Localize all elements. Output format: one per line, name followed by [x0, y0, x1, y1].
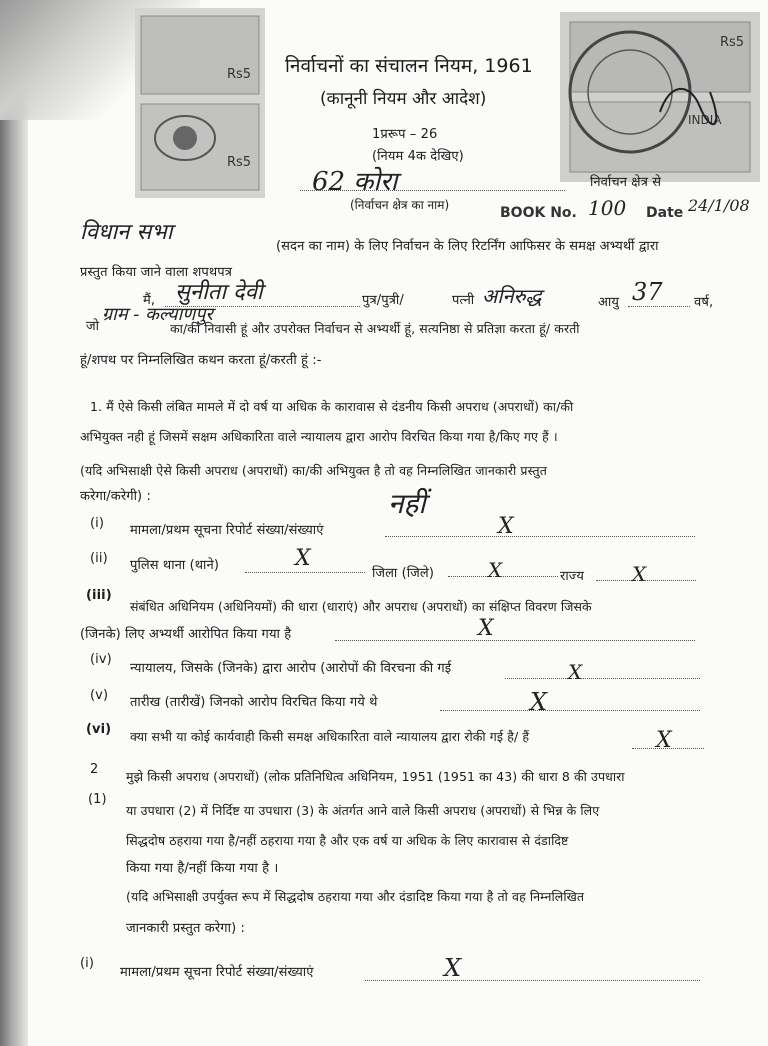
item-2-text: पुलिस थाना (थाने): [130, 558, 220, 573]
section2-line-2: या उपधारा (2) में निर्दिष्ट या उपधारा (3) के अंतर्गत आने वाले किसी अपराध (अपराधों) से भिन्न के लिए: [126, 803, 600, 818]
section2-line-1: मुझे किसी अपराध (अपराधों) (लोक प्रतिनिधित्व अधिनियम, 1951 (1951 का 43) की धारा 8 की उपधारा: [126, 769, 625, 784]
section2-item-1-text: मामला/प्रथम सूचना रिपोर्ट संख्या/संख्याएं: [120, 965, 314, 980]
date-label: Date: [646, 205, 684, 221]
item-4-number: (iv): [90, 652, 112, 667]
house-handwritten: विधान सभा: [80, 220, 173, 245]
section2-line-4: किया गया है/नहीं किया गया है ।: [126, 861, 279, 876]
date-value: 24/1/08: [688, 196, 750, 215]
stamp-value-left-bottom: Rs5: [227, 155, 252, 170]
constituency-suffix: निर्वाचन क्षेत्र से: [590, 175, 662, 190]
item-1-cross: X: [498, 514, 514, 539]
section2-item-1-number: (i): [80, 956, 95, 971]
item-1-text: मामला/प्रथम सूचना रिपोर्ट संख्या/संख्याएं: [130, 523, 324, 538]
son-daughter-label: पुत्र/पुत्री/: [362, 293, 404, 308]
item-1-number: (i): [90, 516, 105, 531]
constituency-handwritten: 62 कोरा: [312, 167, 398, 197]
intro-line-1: (सदन का नाम) के लिए निर्वाचन के लिए रिटर्निंग आफिसर के समक्ष अभ्यर्थी द्वारा: [276, 239, 659, 254]
item-4-line: [505, 678, 700, 679]
state-label: राज्य: [560, 569, 584, 584]
district-line: [448, 576, 558, 577]
page-title: निर्वाचनों का संचालन नियम, 1961: [285, 55, 533, 77]
item-5-text: तारीख (तारीखें) जिनको आरोप विरचित किया गये थे: [130, 695, 378, 710]
intro-line-2: प्रस्तुत किया जाने वाला शपथपत्र: [80, 265, 233, 280]
item-6-number: (vi): [86, 722, 112, 737]
state-cross: X: [632, 562, 647, 586]
book-number: 100: [588, 196, 627, 220]
item-5-number: (v): [90, 688, 109, 703]
section1-para-line-1: 1. मैं ऐसे किसी लंबित मामले में दो वर्ष या अधिक के कारावास से दंडनीय किसी अपराध (अपराधों) का/की: [90, 399, 574, 414]
stamp-value-right: Rs5: [720, 35, 745, 50]
section2-subnumber: (1): [88, 792, 107, 807]
section2-condition-line-1: (यदि अभिसाक्षी उपर्युक्त रूप में सिद्धदोष ठहराया गया और दंडादिष्ट किया गया है तो वह निम्नलिखित: [126, 889, 585, 904]
age-line: [628, 306, 690, 307]
book-label: BOOK No.: [500, 205, 577, 221]
item-6-text: क्या सभी या कोई कार्यवाही किसी समक्ष अधिकारिता वाले न्यायालय द्वारा रोकी गई है/ हैं: [130, 729, 530, 744]
item-3-continuation: (जिनके) लिए अभ्यर्थी आरोपित किया गया है: [80, 627, 292, 642]
item-2-number: (ii): [90, 551, 108, 566]
form-number: 1प्ररूप – 26: [372, 127, 438, 142]
revenue-stamp-left: [135, 8, 265, 198]
resident-prefix: जो: [86, 319, 100, 334]
item-3-line: [335, 640, 695, 641]
section1-condition-line-1: (यदि अभिसाक्षी ऐसे किसी अपराध (अपराधों) का/की अभियुक्त है तो वह निम्नलिखित जानकारी प्रस्तुत: [80, 463, 547, 478]
section1-para-line-2: अभियुक्त नही हूं जिसमें सक्षम अधिकारिता वाले न्यायालय द्वारा आरोप विरचित किया गया है/किए गए हैं ।: [80, 429, 558, 444]
item-3-number: (iii): [86, 588, 112, 603]
resident-text: का/की निवासी हूं और उपरोक्त निर्वाचन से अभ्यर्थी हूं, सत्यनिष्ठा से प्रतिज्ञा करता हूं/ करती: [170, 321, 580, 336]
police-station-line: [245, 572, 365, 573]
section2-number: 2: [90, 762, 99, 777]
district-label: जिला (जिले): [372, 566, 434, 581]
item-3-cross: X: [478, 616, 494, 641]
item-5-line: [440, 710, 700, 711]
section2-line-3: सिद्धदोष ठहराया गया है/नहीं ठहराया गया है और एक वर्ष या अधिक के लिए कारावास से दंडादिष्ट: [126, 833, 569, 848]
item-5-cross: X: [530, 688, 548, 716]
rule-reference: (नियम 4क देखिए): [372, 149, 464, 164]
candidate-name-handwritten: सुनीता देवी: [175, 280, 263, 305]
page-edge-shadow: [0, 0, 28, 1046]
item-1-line: [385, 536, 695, 537]
district-cross: X: [488, 558, 503, 582]
address-handwritten: ग्राम - कल्याणपुर: [102, 304, 213, 325]
section1-condition-line-2: करेगा/करेगी) :: [80, 489, 151, 504]
item-3-text: संबंधित अधिनियम (अधिनियमों) की धारा (धाराएं) और अपराध (अपराधों) का संक्षिप्त विवरण जिसके: [130, 599, 592, 614]
revenue-stamp-right: [560, 12, 760, 182]
i-prefix: मैं,: [143, 293, 156, 308]
item-6-cross: X: [656, 728, 672, 753]
age-handwritten: 37: [632, 278, 663, 306]
page-subtitle: (कानूनी नियम और आदेश): [320, 89, 487, 109]
age-label: आयु: [598, 295, 620, 310]
stamp-country: INDIA: [688, 113, 722, 127]
years-label: वर्ष,: [694, 295, 714, 310]
section2-item-1-line: [365, 980, 700, 981]
constituency-caption: (निर्वाचन क्षेत्र का नाम): [350, 198, 450, 212]
wife-label: पत्नी: [452, 293, 475, 308]
item-2-cross: X: [295, 546, 311, 571]
section2-item-1-cross: X: [444, 954, 462, 982]
item-4-cross: X: [568, 660, 583, 684]
spouse-handwritten: अनिरुद्ध: [482, 284, 542, 308]
nahi-handwritten: नहीं: [388, 487, 426, 520]
oath-line: हूं/शपथ पर निम्नलिखित कथन करता हूं/करती हूं :-: [80, 353, 322, 368]
stamp-value-left-top: Rs5: [227, 67, 252, 82]
constituency-line: [300, 190, 565, 191]
item-4-text: न्यायालय, जिसके (जिनके) द्वारा आरोप (आरोपों की विरचना की गई: [130, 661, 452, 676]
section2-condition-line-2: जानकारी प्रस्तुत करेगा) :: [126, 921, 245, 936]
